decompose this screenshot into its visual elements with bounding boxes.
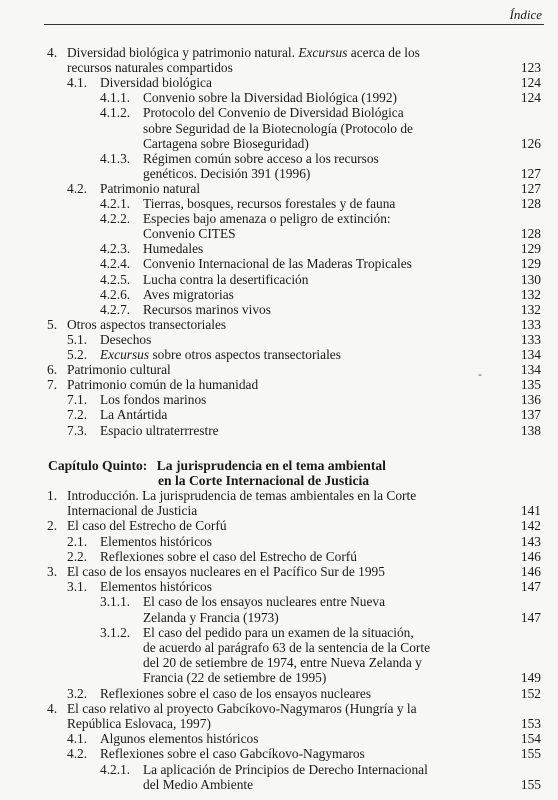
toc-entry[interactable]	[0, 211, 558, 226]
page-number: 143	[520, 533, 541, 549]
toc-entry[interactable]	[0, 196, 558, 211]
entry-title: Elementos históricos	[100, 533, 212, 549]
chapter-heading	[48, 458, 386, 473]
running-title: Índice	[509, 7, 542, 22]
entry-number: 4.1.	[67, 75, 88, 91]
page-number: 154	[520, 731, 541, 747]
entry-number: 2.1.	[67, 533, 88, 549]
toc-entry[interactable]	[0, 241, 558, 256]
entry-number: 4.1.3.	[100, 150, 131, 166]
toc-entry[interactable]	[0, 716, 558, 731]
page-number: 146	[520, 564, 541, 579]
toc-entry[interactable]	[0, 317, 558, 332]
toc-entry[interactable]	[0, 488, 558, 503]
page-number: 129	[520, 256, 541, 272]
entry-title: Reflexiones sobre el caso de los ensayos nucleares	[100, 685, 372, 701]
toc-entry[interactable]	[0, 332, 558, 347]
toc-entry[interactable]	[0, 151, 558, 166]
toc-entry[interactable]	[0, 75, 558, 90]
entry-number: 3.1.2.	[100, 624, 131, 640]
entry-number: 4.2.1.	[100, 196, 131, 211]
page-number: 124	[520, 75, 541, 91]
toc-entry[interactable]	[0, 272, 558, 287]
toc-entry[interactable]	[0, 503, 558, 518]
toc-entry[interactable]	[0, 640, 558, 655]
entry-number: 4.2.4.	[100, 256, 131, 272]
page-number: 127	[520, 180, 541, 196]
entry-title: Lucha contra la desertificación	[143, 271, 309, 287]
page-number: 147	[520, 579, 541, 595]
page-number: 129	[520, 241, 541, 257]
toc-entry[interactable]	[0, 256, 558, 271]
page-number: 155	[520, 746, 541, 762]
entry-title: Algunos elementos históricos	[100, 731, 259, 747]
page-number: 133	[520, 316, 541, 332]
chapter-title-line-1: La jurisprudencia en el tema ambiental	[153, 458, 386, 473]
entry-title: Recursos marinos vivos	[143, 301, 271, 317]
entry-number: 5.2.	[67, 347, 88, 362]
entry-title: Diversidad biológica	[100, 75, 212, 91]
page-number: 141	[520, 503, 541, 519]
entry-title-text: Diversidad biológica y patrimonio natural.	[67, 45, 299, 60]
page-number: 132	[520, 286, 541, 302]
page-number: 155	[520, 776, 541, 792]
entry-title: Reflexiones sobre el caso del Estrecho de Corfú	[100, 548, 357, 564]
entry-number: 5.	[47, 316, 58, 332]
entry-title: Convenio CITES	[143, 226, 236, 242]
entry-title: Convenio Internacional de las Maderas Tropicales	[143, 256, 412, 272]
toc-entry[interactable]	[0, 579, 558, 594]
entry-title: Especies bajo amenaza o peligro de extinción:	[143, 211, 391, 227]
entry-number: 5.1.	[67, 331, 88, 347]
toc-entry[interactable]	[0, 121, 558, 136]
entry-title	[100, 347, 341, 362]
toc-entry[interactable]	[0, 287, 558, 302]
page-number: 152	[520, 685, 541, 701]
entry-number: 2.2.	[67, 548, 88, 564]
entry-number: 3.	[47, 564, 58, 579]
page-number: 153	[520, 716, 541, 731]
entry-title: República Eslovaca, 1997)	[67, 716, 211, 731]
entry-number: 4.	[47, 700, 58, 716]
toc-entry[interactable]	[0, 90, 558, 105]
toc-entry[interactable]	[0, 181, 558, 196]
page-number: 134	[520, 362, 541, 378]
page-number: 128	[520, 226, 541, 242]
entry-number: 3.2.	[67, 685, 88, 701]
entry-number: 1.	[47, 488, 58, 503]
entry-title: El caso de los ensayos nucleares entre Nueva	[143, 594, 386, 610]
page-number: 133	[520, 331, 541, 347]
page-number: 142	[520, 518, 541, 534]
entry-number: 4.2.	[67, 180, 88, 196]
toc-entry[interactable]	[0, 105, 558, 120]
entry-title: Internacional de Justicia	[67, 503, 198, 519]
toc-entry[interactable]	[0, 226, 558, 241]
entry-number: 3.1.	[67, 579, 88, 595]
page-number: 130	[520, 271, 541, 287]
entry-number: 7.	[47, 377, 58, 393]
entry-title-text: sobre otros aspectos transectoriales	[149, 347, 341, 362]
page-number: 123	[520, 60, 541, 76]
toc-entry[interactable]	[0, 686, 558, 701]
toc-entry[interactable]	[0, 60, 558, 75]
page-number: 134	[520, 347, 541, 362]
entry-number: 4.2.7.	[100, 301, 131, 317]
entry-title-emphasis: Excursus	[298, 45, 348, 60]
entry-title-emphasis: Excursus	[100, 347, 150, 362]
entry-title: El caso de los ensayos nucleares en el Pacífico Sur de 1995	[67, 564, 385, 579]
entry-title: Zelanda y Francia (1973)	[143, 609, 279, 625]
entry-number: 4.2.2.	[100, 211, 131, 227]
entry-title: del Medio Ambiente	[143, 776, 254, 792]
entry-title: Desechos	[100, 331, 152, 347]
toc-entry[interactable]	[0, 362, 558, 377]
page-number: 127	[520, 165, 541, 181]
scan-mark: -	[478, 367, 482, 381]
page-number: 136	[520, 392, 541, 408]
page-number: 137	[520, 407, 541, 423]
entry-title: de acuerdo al parágrafo 63 de la sentencia de la Corte	[143, 640, 431, 655]
entry-number: 4.2.5.	[100, 271, 131, 287]
entry-title: El caso del pedido para un examen de la situación,	[143, 624, 414, 640]
entry-title: La aplicación de Principios de Derecho Internacional	[143, 761, 428, 777]
entry-title: Régimen común sobre acceso a los recursos	[143, 150, 379, 166]
entry-number: 7.2.	[67, 407, 88, 423]
entry-title: Espacio ultraterrrestre	[100, 422, 219, 438]
toc-entry[interactable]	[0, 534, 558, 549]
entry-title: Protocolo del Convenio de Diversidad Biológica	[143, 105, 404, 121]
entry-title: Aves migratorias	[143, 286, 234, 302]
entry-title: Francia (22 de setiembre de 1995)	[143, 670, 327, 686]
entry-title: El caso relativo al proyecto Gabcíkovo-Nagymaros (Hungría y la	[67, 700, 417, 716]
toc-entry[interactable]	[0, 746, 558, 761]
entry-title: Tierras, bosques, recursos forestales y de fauna	[143, 196, 396, 211]
entry-number: 4.	[47, 45, 58, 60]
toc-entry[interactable]	[0, 594, 558, 609]
entry-title: Patrimonio natural	[100, 180, 201, 196]
toc-entry[interactable]	[0, 407, 558, 422]
toc-entry[interactable]	[0, 731, 558, 746]
entry-number: 4.2.	[67, 746, 88, 762]
page-number: 135	[520, 377, 541, 393]
entry-title: Los fondos marinos	[100, 392, 207, 408]
entry-number: 4.1.2.	[100, 105, 131, 121]
entry-title: La Antártida	[100, 407, 168, 423]
entry-number: 2.	[47, 518, 58, 534]
toc-entry[interactable]	[0, 392, 558, 407]
entry-title	[67, 45, 420, 60]
entry-number: 7.1.	[67, 392, 88, 408]
page-number: 128	[520, 196, 541, 211]
toc-entry[interactable]	[0, 518, 558, 533]
toc-entry[interactable]	[0, 377, 558, 392]
chapter-title-line-2: en la Corte Internacional de Justicia	[158, 473, 370, 488]
toc-entry[interactable]	[0, 670, 558, 685]
entry-title: Convenio sobre la Diversidad Biológica (1992)	[143, 90, 397, 106]
toc-entry[interactable]	[0, 136, 558, 151]
entry-title: recursos naturales compartidos	[67, 60, 233, 76]
toc-entry[interactable]	[0, 610, 558, 625]
entry-title-text: acerca de los	[347, 45, 420, 60]
entry-title: genéticos. Decisión 391 (1996)	[143, 165, 311, 181]
toc-entry[interactable]	[0, 625, 558, 640]
entry-title: Cartagena sobre Bioseguridad)	[143, 135, 309, 151]
toc-entry[interactable]	[0, 423, 558, 438]
toc-entry[interactable]	[0, 655, 558, 670]
toc-entry[interactable]	[0, 347, 558, 362]
toc-entry[interactable]	[0, 549, 558, 564]
toc-entry[interactable]	[0, 777, 558, 792]
toc-entry[interactable]	[0, 762, 558, 777]
entry-title: Patrimonio común de la humanidad	[67, 377, 259, 393]
entry-title: Otros aspectos transectoriales	[67, 316, 227, 332]
entry-title: Humedales	[143, 241, 204, 257]
page-number: 124	[520, 90, 541, 106]
toc-entry[interactable]	[0, 302, 558, 317]
entry-title: Reflexiones sobre el caso Gabcíkovo-Nagymaros	[100, 746, 365, 762]
page-number: 138	[520, 422, 541, 438]
page-number: 149	[520, 670, 541, 686]
entry-number: 4.1.1.	[100, 90, 131, 106]
toc-entry[interactable]	[0, 166, 558, 181]
entry-number: 3.1.1.	[100, 594, 131, 610]
entry-number: 7.3.	[67, 422, 88, 438]
entry-number: 6.	[47, 362, 58, 378]
entry-title: Elementos históricos	[100, 579, 212, 595]
page-number: 132	[520, 301, 541, 317]
toc-entry[interactable]	[0, 45, 558, 60]
page-number: 126	[520, 135, 541, 151]
page-number: 146	[520, 548, 541, 564]
toc-entry[interactable]	[0, 701, 558, 716]
entry-number: 4.2.1.	[100, 761, 131, 777]
entry-title: El caso del Estrecho de Corfú	[67, 518, 227, 534]
entry-number: 4.2.3.	[100, 241, 131, 257]
chapter-label: Capítulo Quinto:	[48, 458, 148, 473]
entry-title: del 20 de setiembre de 1974, entre Nueva Zelanda y	[143, 655, 422, 671]
page-number: 147	[520, 609, 541, 625]
entry-title: sobre Seguridad de la Biotecnología (Protocolo de	[143, 120, 413, 136]
entry-title: Patrimonio cultural	[67, 362, 171, 378]
header-divider	[44, 24, 544, 25]
entry-title: Introducción. La jurisprudencia de temas ambientales en la Corte	[67, 488, 417, 503]
entry-number: 4.2.6.	[100, 286, 131, 302]
toc-entry[interactable]	[0, 564, 558, 579]
entry-number: 4.1.	[67, 731, 88, 747]
